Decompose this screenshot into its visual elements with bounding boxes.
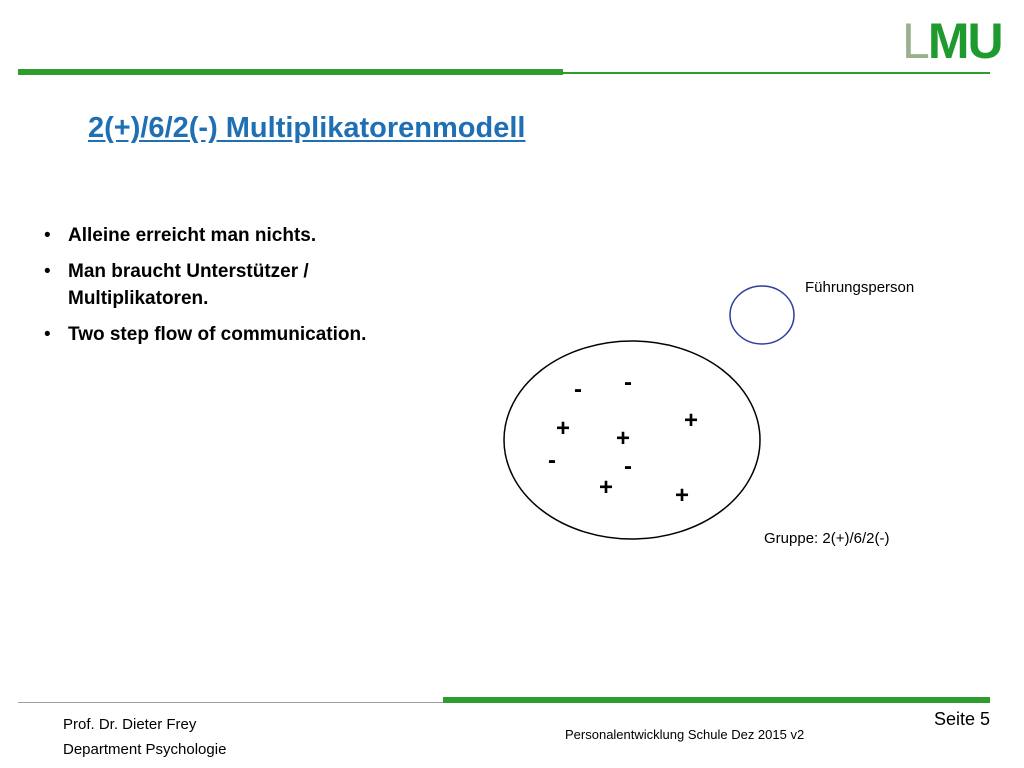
minus-sign: - <box>548 447 556 474</box>
logo-letters-mu: MU <box>927 13 1002 69</box>
plus-sign: + <box>556 415 571 442</box>
footer-department: Department Psychologie <box>63 741 227 758</box>
minus-sign: - <box>574 376 582 403</box>
logo-letter-l: L <box>902 13 928 69</box>
plus-sign: + <box>684 407 699 434</box>
bullet-item: • Man braucht Unterstützer / Multiplikatoren. <box>44 258 384 312</box>
leader-label: Führungsperson <box>805 279 915 296</box>
bullet-item: • Alleine erreicht man nichts. <box>44 222 384 249</box>
page-number: Seite 5 <box>934 709 991 729</box>
group-diagram <box>495 275 940 565</box>
minus-sign: - <box>624 369 632 396</box>
leader-circle <box>730 286 794 344</box>
bullet-item: • Two step flow of communication. <box>44 321 384 348</box>
lmu-logo <box>902 13 1002 69</box>
slide-title: 2(+)/6/2(-) Multiplikatorenmodell <box>88 112 526 144</box>
footer-author: Prof. Dr. Dieter Frey <box>63 716 197 733</box>
plus-sign: + <box>616 425 631 452</box>
group-ellipse <box>504 341 760 539</box>
footer-document-title: Personalentwicklung Schule Dez 2015 v2 <box>565 727 805 742</box>
plus-sign: + <box>675 482 690 509</box>
footer-author-block <box>63 712 226 762</box>
footer-rule-accent <box>443 697 990 703</box>
header-rule-accent <box>18 69 563 75</box>
group-label: Gruppe: 2(+)/6/2(-) <box>764 530 890 547</box>
bullet-list <box>44 222 384 357</box>
minus-sign: - <box>624 453 632 480</box>
plus-sign: + <box>599 474 614 501</box>
